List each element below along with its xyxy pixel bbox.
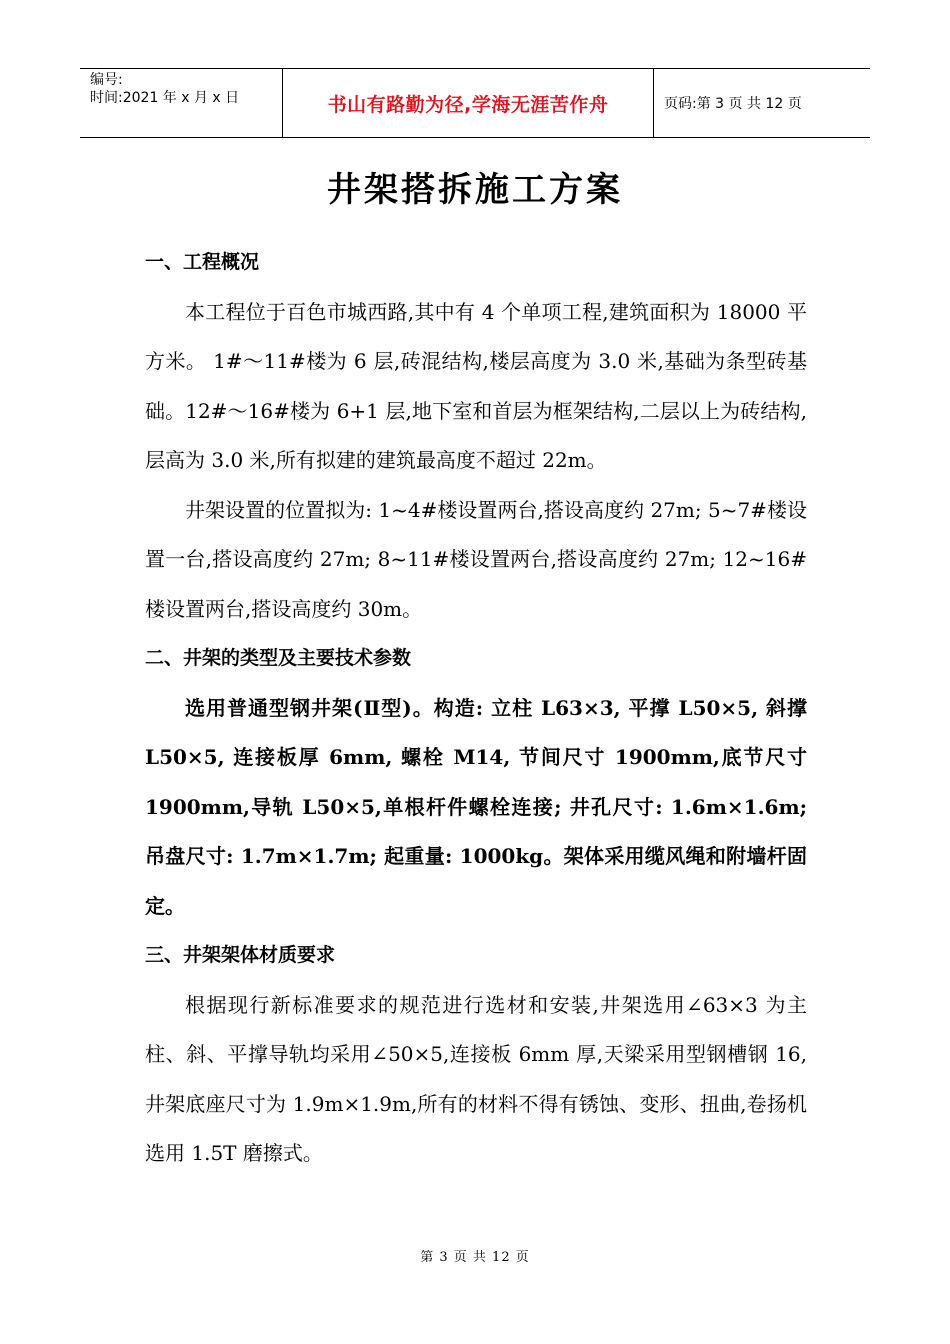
section-heading-overview: 一、工程概况: [145, 251, 260, 273]
type-params-paragraph: 选用普通型钢井架(Ⅱ型)。构造: 立柱 L63×3, 平撑 L50×5, 斜撑 L50×5, 连接板厚 6mm, 螺栓 M14, 节间尺寸 1900mm,底节尺寸 1900mm,导轨 L50×5,单根杆件螺栓连接; 井孔尺寸: 1.6m×1.6m; 吊盘尺寸: 1.7m×1.7m; 起重量: 1000kg。架体采用缆风绳和附墙杆固定。: [145, 695, 807, 918]
section-heading-type-params: 二、井架的类型及主要技术参数: [145, 647, 412, 669]
document-date: 时间:2021 年 x 月 x 日: [90, 90, 240, 106]
header-page-info: 页码:第 3 页 共 12 页: [664, 96, 802, 112]
section-heading-materials: 三、井架架体材质要求: [145, 944, 336, 966]
header-motto: 书山有路勤为径,学海无涯苦作舟: [327, 93, 609, 116]
materials-paragraph: 根据现行新标准要求的规范进行选材和安装,井架选用∠63×3 为主柱、斜、平撑导轨均采用∠50×5,连接板 6mm 厚,天梁采用型钢槽钢 16,井架底座尺寸为 1.9m×1.9m,所有的材料不得有锈蚀、变形、扭曲,卷扬机选用 1.5T 磨擦式。: [145, 992, 807, 1165]
overview-paragraph-1: 本工程位于百色市城西路,其中有 4 个单项工程,建筑面积为 18000 平方米。 1#～11#楼为 6 层,砖混结构,楼层高度为 3.0 米,基础为条型砖基础。12#～16#楼为 6+1 层,地下室和首层为框架结构,二层以上为砖结构,层高为 3.0 米,所有拟建的建筑最高度不超过 22m。: [145, 299, 807, 472]
document-body: [145, 238, 807, 1179]
overview-paragraph-2: 井架设置的位置拟为: 1~4#楼设置两台,搭设高度约 27m; 5~7#楼设置一台,搭设高度约 27m; 8~11#楼设置两台,搭设高度约 27m; 12~16#楼设置两台,搭设高度约 30m。: [145, 497, 807, 621]
header-page-info-cell: [654, 69, 870, 137]
document-number-label: 编号:: [90, 72, 123, 88]
page-footer: 第 3 页 共 12 页: [420, 1250, 530, 1265]
document-title: 井架搭拆施工方案: [327, 170, 623, 210]
header-motto-cell: [282, 69, 654, 137]
page-header: [80, 68, 870, 138]
header-meta: [80, 69, 282, 137]
